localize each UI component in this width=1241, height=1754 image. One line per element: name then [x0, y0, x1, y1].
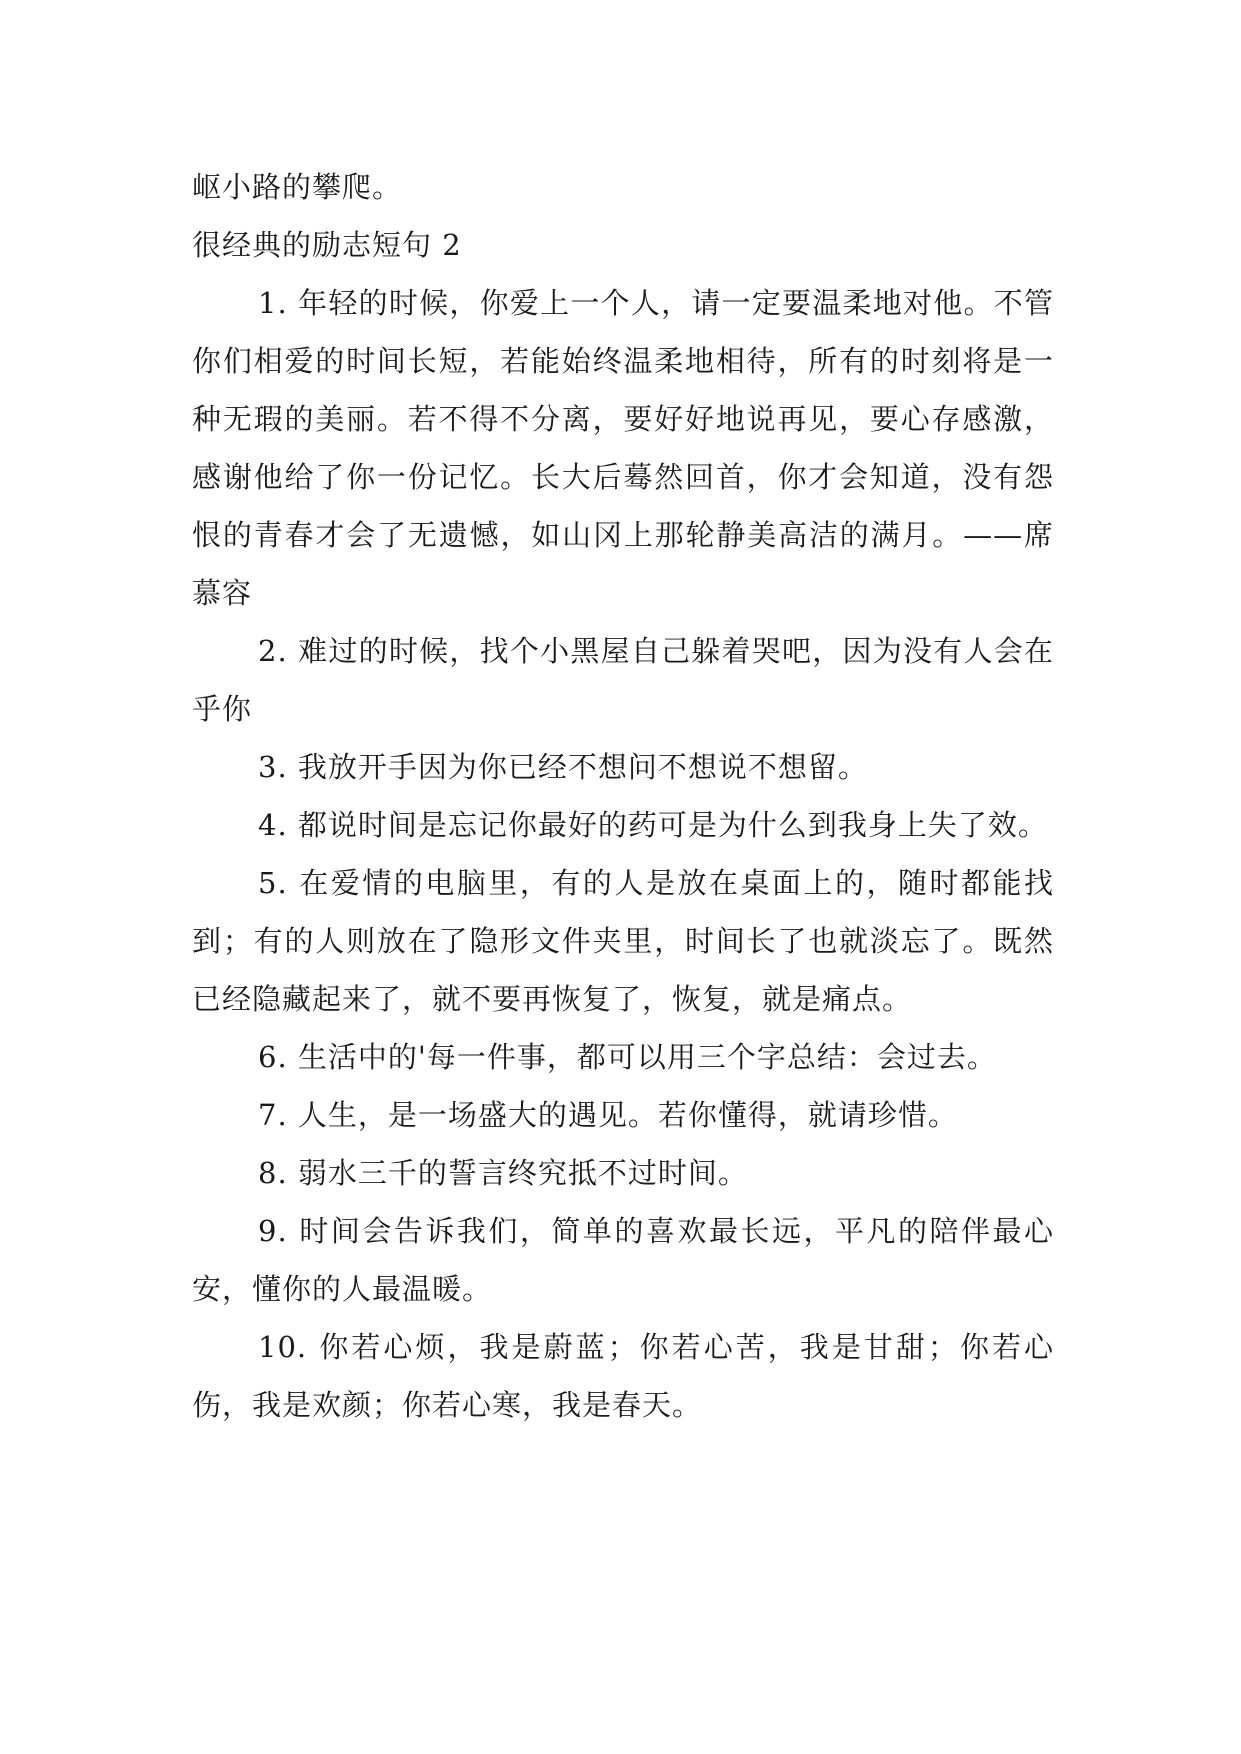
list-item: 2. 难过的时候，找个小黑屋自己躲着哭吧，因为没有人会在乎你 [192, 634, 1054, 726]
list-item: 10. 你若心烦，我是蔚蓝；你若心苦，我是甘甜；你若心伤，我是欢颜；你若心寒，我是春天。 [192, 1330, 1054, 1422]
list-item: 6. 生活中的'每一件事，都可以用三个字总结：会过去。 [258, 1040, 997, 1074]
list-item: 5. 在爱情的电脑里，有的人是放在桌面上的，随时都能找到；有的人则放在了隐形文件夹里，时间长了也就淡忘了。既然已经隐藏起来了，就不要再恢复了，恢复，就是痛点。 [192, 866, 1054, 1016]
lead-fragment: 岖小路的攀爬。 [192, 170, 403, 204]
list-item: 8. 弱水三千的誓言终究抵不过时间。 [258, 1156, 748, 1190]
section-title: 很经典的励志短句 2 [192, 228, 462, 262]
list-item: 3. 我放开手因为你已经不想问不想说不想留。 [258, 750, 868, 784]
list-item: 7. 人生，是一场盛大的遇见。若你懂得，就请珍惜。 [258, 1098, 958, 1132]
list-item: 1. 年轻的时候，你爱上一个人，请一定要温柔地对他。不管你们相爱的时间长短，若能始终温柔地相待，所有的时刻将是一种无瑕的美丽。若不得不分离，要好好地说再见，要心存感激，感谢他给了你一份记忆。长大后蓦然回首，你才会知道，没有怨恨的青春才会了无遗憾，如山冈上那轮静美高洁的满月。——席慕容 [192, 286, 1054, 610]
document-page [192, 158, 1054, 1434]
list-item: 9. 时间会告诉我们，简单的喜欢最长远，平凡的陪伴最心安，懂你的人最温暖。 [192, 1214, 1054, 1306]
list-item: 4. 都说时间是忘记你最好的药可是为什么到我身上失了效。 [258, 808, 1048, 842]
